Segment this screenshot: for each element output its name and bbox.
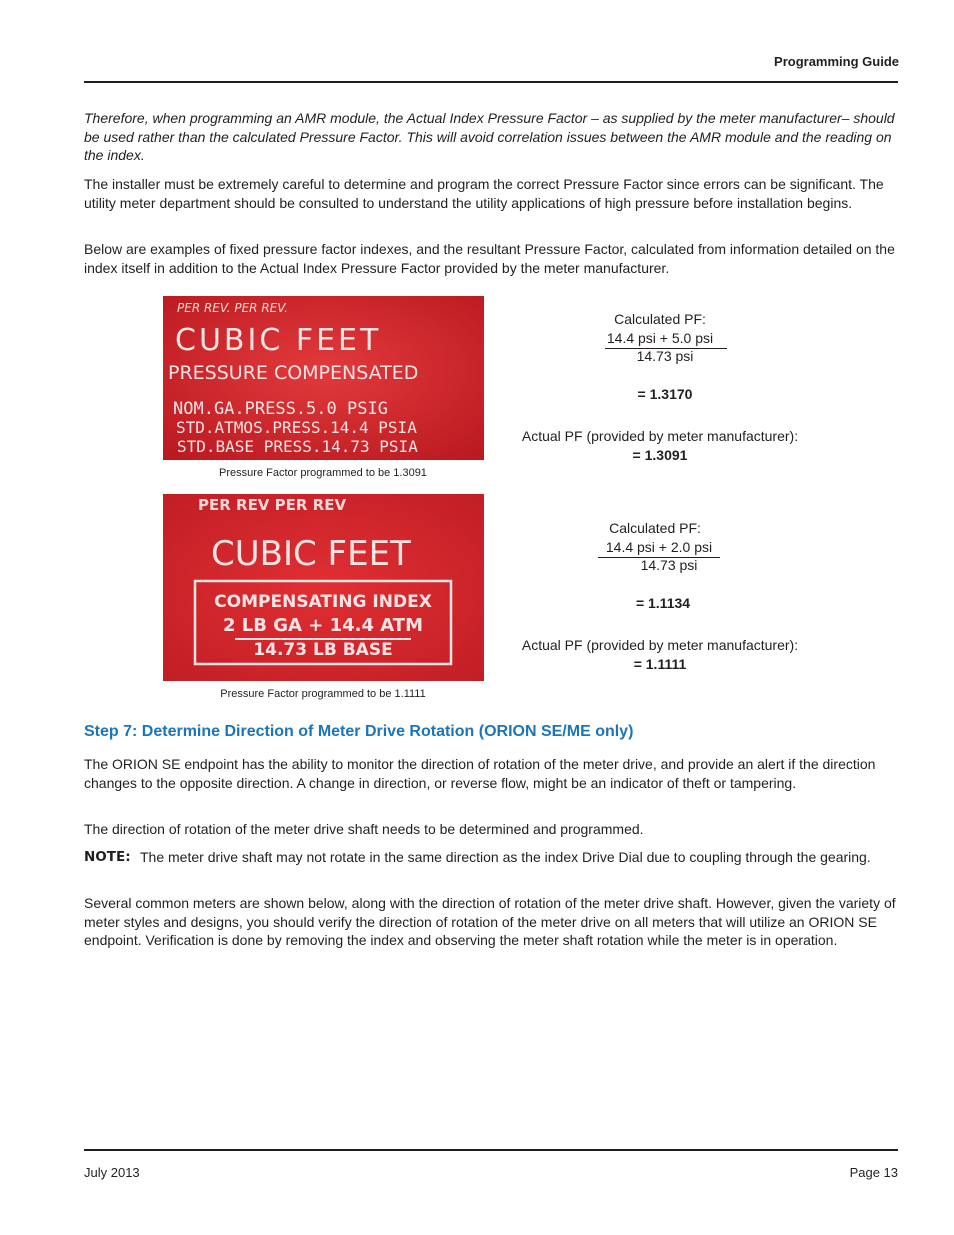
paragraph-step7-meters: Several common meters are shown below, along with the direction of rotation of the meter drive shaft. However, given the variety of meter styles and designs, you should verify the direction of rotation of the meter drive on all meters that will utilize an ORION SE endpoint. Verification is done by removing the index and observing the meter shaft rotation while the meter is in operation. xyxy=(84,895,896,949)
note-label: NOTE: xyxy=(84,849,131,865)
calc-label-2: Calculated PF: xyxy=(609,520,701,536)
photo-title-text: CUBIC FEET xyxy=(175,323,382,358)
calc-label-1: Calculated PF: xyxy=(614,311,706,327)
paragraph-step7-direction: The direction of rotation of the meter drive shaft needs to be determined and programmed. xyxy=(84,821,644,837)
calc-denominator-2: 14.73 psi xyxy=(640,557,698,573)
footer-date: July 2013 xyxy=(84,1165,140,1180)
photo2-top-arc-text: PER REV PER REV xyxy=(198,496,347,514)
photo2-line3-text: 2 LB GA + 14.4 ATM xyxy=(223,615,423,636)
index-photo-pressure-compensated xyxy=(163,296,484,460)
caption-example-1: Pressure Factor programmed to be 1.3091 xyxy=(219,467,427,479)
photo-line3-text: NOM.GA.PRESS.5.0 PSIG xyxy=(173,399,388,419)
paragraph-examples-intro: Below are examples of fixed pressure factor indexes, and the resultant Pressure Factor, calculated from information detailed on the index itself in addition to the Actual Index Pressure Factor provided by the meter manufacturer. xyxy=(84,241,895,276)
calc-result-2: = 1.1134 xyxy=(635,595,691,611)
calc-result-1: = 1.3170 xyxy=(637,386,693,402)
photo2-line4-text: 14.73 LB BASE xyxy=(253,640,393,660)
caption-example-2: Pressure Factor programmed to be 1.1111 xyxy=(220,688,426,700)
footer-page-number: Page 13 xyxy=(849,1165,898,1180)
photo-line5-text: STD.BASE PRESS.14.73 PSIA xyxy=(177,437,418,456)
section-heading-step-7: Step 7: Determine Direction of Meter Drive Rotation (ORION SE/ME only) xyxy=(84,723,634,740)
running-header: Programming Guide xyxy=(774,54,899,69)
photo-line4-text: STD.ATMOS.PRESS.14.4 PSIA xyxy=(176,418,417,437)
actual-pf-label-1: Actual PF (provided by meter manufacturer): xyxy=(521,428,799,444)
actual-pf-value-2: = 1.1111 xyxy=(633,656,687,672)
header-rule xyxy=(84,81,898,83)
calc-denominator-1: 14.73 psi xyxy=(636,348,694,364)
index-photo-compensating-index xyxy=(163,494,484,681)
actual-pf-value-1: = 1.3091 xyxy=(632,447,688,463)
photo2-title-text: CUBIC FEET xyxy=(211,534,411,574)
paragraph-step7-intro: The ORION SE endpoint has the ability to monitor the direction of rotation of the meter drive, and provide an alert if the direction changes to the opposite direction. A change in direction, or reverse flow, might be an indicator of theft or tampering. xyxy=(84,756,876,791)
paragraph-installer-warning: The installer must be extremely careful to determine and program the correct Pressure Factor since errors can be significant. The utility meter department should be consulted to understand the utility applications of high pressure before installation begins. xyxy=(84,176,884,211)
footer-rule xyxy=(84,1149,898,1151)
note-text: The meter drive shaft may not rotate in the same direction as the index Drive Dial due to coupling through the gearing. xyxy=(140,849,871,865)
calc-numerator-1: 14.4 psi + 5.0 psi xyxy=(606,330,714,346)
actual-pf-label-2: Actual PF (provided by meter manufacturer): xyxy=(521,637,799,653)
photo-top-arc-text: PER REV. PER REV. xyxy=(177,301,288,315)
paragraph-actual-pf-note: Therefore, when programming an AMR module, the Actual Index Pressure Factor – as supplied by the meter manufacturer– should be used rather than the calculated Pressure Factor. This will avoid correlation issues between the AMR module and the reading on the index. xyxy=(84,110,895,164)
calc-numerator-2: 14.4 psi + 2.0 psi xyxy=(605,539,713,555)
photo2-line2-text: COMPENSATING INDEX xyxy=(214,592,432,612)
photo-subtitle-text: PRESSURE COMPENSATED xyxy=(168,362,419,384)
